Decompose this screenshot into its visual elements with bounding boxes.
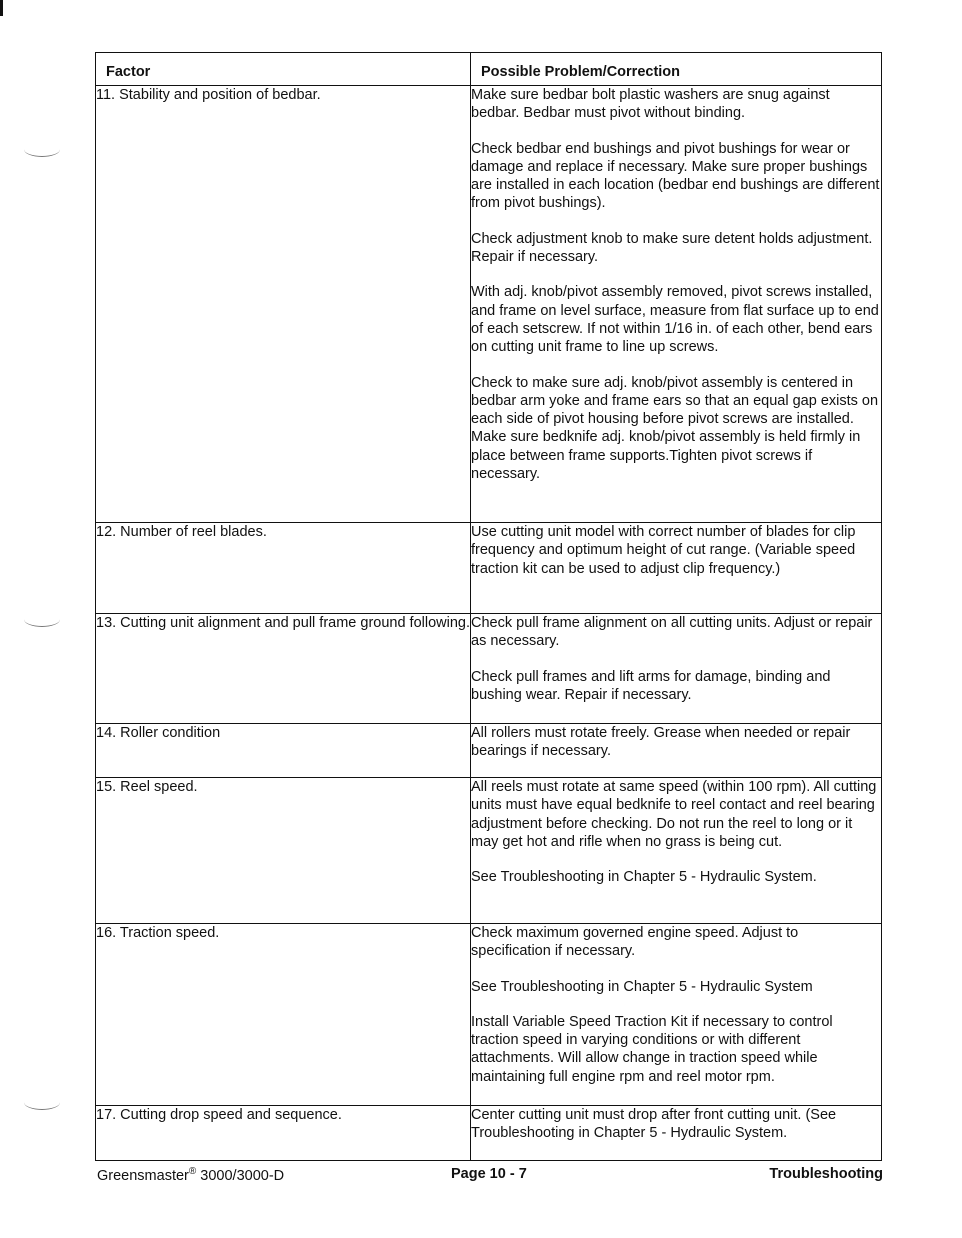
correction-text: See Troubleshooting in Chapter 5 - Hydraulic System [471, 978, 813, 995]
factor-cell: 16. Traction speed. [96, 924, 471, 1106]
correction-text: Check maximum governed engine speed. Adjust to specification if necessary. [471, 925, 799, 960]
correction-cell [471, 614, 882, 724]
table-row [96, 523, 882, 614]
correction-text: All rollers must rotate freely. Grease when needed or repair bearings if necessary. [471, 725, 851, 760]
correction-cell [471, 924, 882, 1106]
correction-cell [471, 1106, 882, 1161]
correction-cell [471, 523, 882, 614]
table-row [96, 1106, 882, 1161]
correction-cell [471, 86, 882, 523]
page-edge-mark [0, 0, 3, 16]
table-row [96, 614, 882, 724]
registered-mark: ® [188, 1166, 197, 1177]
correction-text: Check to make sure adj. knob/pivot assembly is centered in bedbar arm yoke and frame ears so that an equal gap exists on each side of pivot housing before pivot screws are installed. Make sure bedknife adj. knob/pivot assembly is held firmly in place between frame supports.Tighten pivot screws if necessary. [471, 374, 879, 483]
page-footer [97, 1166, 883, 1188]
binder-hole-mark [24, 1095, 60, 1110]
correction-text: With adj. knob/pivot assembly removed, pivot screws installed, and frame on level surface, measure from flat surface up to end of each setscrew. If not within 1/16 in. of each other, bend ears on cutting unit frame to line up screws. [471, 284, 879, 356]
troubleshooting-table [95, 52, 882, 1161]
correction-text: Check adjustment knob to make sure detent holds adjustment. Repair if necessary. [471, 230, 873, 266]
table-row [96, 778, 882, 924]
table-header-row [96, 53, 882, 86]
factor-cell: 11. Stability and position of bedbar. [96, 86, 471, 523]
correction-text: All reels must rotate at same speed (within 100 rpm). All cutting units must have equal bedknife to reel contact and reel bearing adjustment before checking. Do not run the reel to long or it may get hot and rifle when no grass is being cut. [471, 779, 877, 850]
binder-hole-mark [24, 612, 60, 627]
factor-cell: 13. Cutting unit alignment and pull frame ground following. [96, 614, 471, 724]
correction-text: Use cutting unit model with correct number of blades for clip frequency and optimum height of cut range. (Variable speed traction kit can be used to adjust clip frequency.) [471, 524, 856, 577]
correction-text: Check bedbar end bushings and pivot bushings for wear or damage and replace if necessary. Make sure proper bushings are installed in each location (bedbar end bushings are different from pivot bushings). [471, 140, 880, 212]
factor-cell: 12. Number of reel blades. [96, 523, 471, 614]
factor-column-header: Factor [96, 53, 471, 86]
factor-cell: 14. Roller condition [96, 724, 471, 778]
correction-text: Check pull frame alignment on all cutting units. Adjust or repair as necessary. [471, 615, 873, 650]
table-row [96, 86, 882, 523]
binder-hole-mark [24, 142, 60, 157]
section-name: Troubleshooting [769, 1166, 883, 1182]
correction-text: See Troubleshooting in Chapter 5 - Hydraulic System. [471, 869, 817, 886]
correction-text: Check pull frames and lift arms for damage, binding and bushing wear. Repair if necessary. [471, 668, 831, 703]
correction-cell [471, 778, 882, 924]
table-row [96, 724, 882, 778]
correction-text: Install Variable Speed Traction Kit if necessary to control traction speed in varying conditions or with different attachments. Will allow change in traction speed while maintaining full engine rpm and reel motor rpm. [471, 1013, 833, 1085]
factor-cell: 17. Cutting drop speed and sequence. [96, 1106, 471, 1161]
table-row [96, 924, 882, 1106]
factor-cell: 15. Reel speed. [96, 778, 471, 924]
correction-cell [471, 724, 882, 778]
correction-text: Center cutting unit must drop after front cutting unit. (See Troubleshooting in Chapter 5 - Hydraulic System. [471, 1107, 837, 1142]
correction-text: Make sure bedbar bolt plastic washers are snug against bedbar. Bedbar must pivot without binding. [471, 87, 830, 122]
footer-product: Greensmaster® 3000/3000-D [97, 1166, 285, 1184]
page-number: Page 10 - 7 [451, 1166, 527, 1182]
correction-column-header: Possible Problem/Correction [471, 53, 882, 86]
